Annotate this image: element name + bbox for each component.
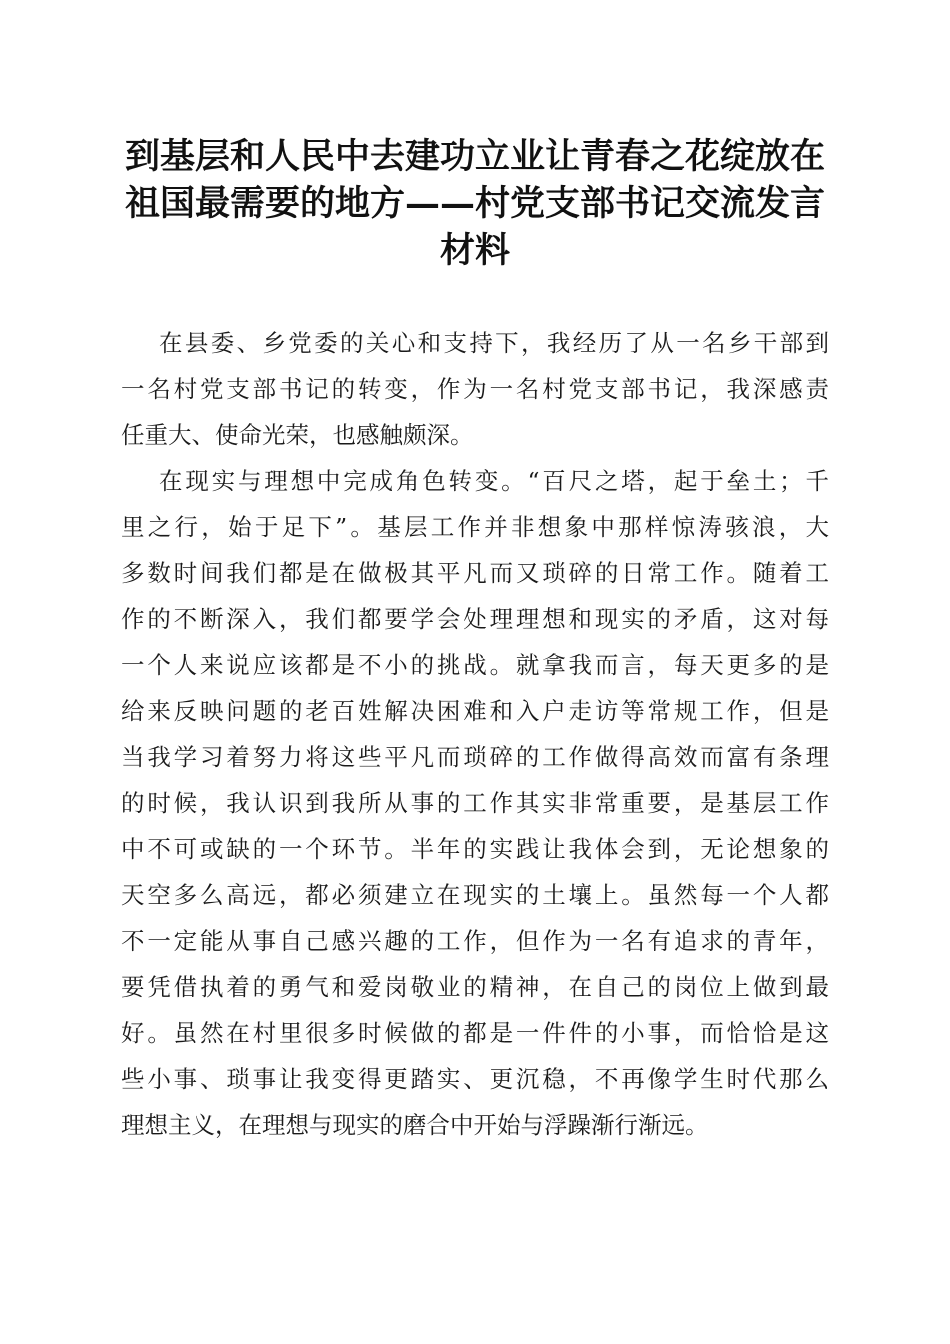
paragraph-line: 理想主义，在理想与现实的磨合中开始与浮躁渐行渐远。: [121, 1111, 709, 1139]
title-line: 材料: [439, 230, 510, 271]
paragraph-line: 在现实与理想中完成角色转变。“百尺之塔，起于垒土；千: [159, 467, 829, 495]
title-line: 祖国最需要的地方——村党支部书记交流发言: [124, 183, 825, 224]
paragraph-role-transition: [121, 458, 829, 1148]
paragraph-line: 一名村党支部书记的转变，作为一名村党支部书记，我深感责: [121, 375, 829, 403]
paragraph-line: 中不可或缺的一个环节。半年的实践让我体会到，无论想象的: [121, 835, 829, 863]
paragraph-line: 给来反映问题的老百姓解决困难和入户走访等常规工作，但是: [121, 697, 829, 725]
paragraph-line: 好。虽然在村里很多时候做的都是一件件的小事，而恰恰是这: [121, 1019, 829, 1047]
paragraph-line: 的时候，我认识到我所从事的工作其实非常重要，是基层工作: [121, 789, 829, 817]
document-title: [110, 133, 840, 274]
paragraph-line: 不一定能从事自己感兴趣的工作，但作为一名有追求的青年，: [121, 927, 829, 955]
paragraph-line: 在县委、乡党委的关心和支持下，我经历了从一名乡干部到: [159, 329, 829, 357]
paragraph-line: 当我学习着努力将这些平凡而琐碎的工作做得高效而富有条理: [121, 743, 829, 771]
paragraph-line: 些小事、琐事让我变得更踏实、更沉稳，不再像学生时代那么: [121, 1065, 829, 1093]
title-line: 到基层和人民中去建功立业让青春之花绽放在: [124, 136, 825, 177]
paragraph-line: 多数时间我们都是在做极其平凡而又琐碎的日常工作。随着工: [121, 559, 829, 587]
paragraph-line: 一个人来说应该都是不小的挑战。就拿我而言，每天更多的是: [121, 651, 829, 679]
paragraph-intro: [121, 320, 829, 458]
paragraph-line: 天空多么高远，都必须建立在现实的土壤上。虽然每一个人都: [121, 881, 829, 909]
document-body: [121, 320, 829, 1148]
paragraph-line: 任重大、使命光荣，也感触颇深。: [121, 421, 474, 449]
paragraph-line: 里之行，始于足下”。基层工作并非想象中那样惊涛骇浪，大: [121, 513, 829, 541]
paragraph-line: 作的不断深入，我们都要学会处理理想和现实的矛盾，这对每: [121, 605, 829, 633]
paragraph-line: 要凭借执着的勇气和爱岗敬业的精神，在自己的岗位上做到最: [121, 973, 829, 1001]
